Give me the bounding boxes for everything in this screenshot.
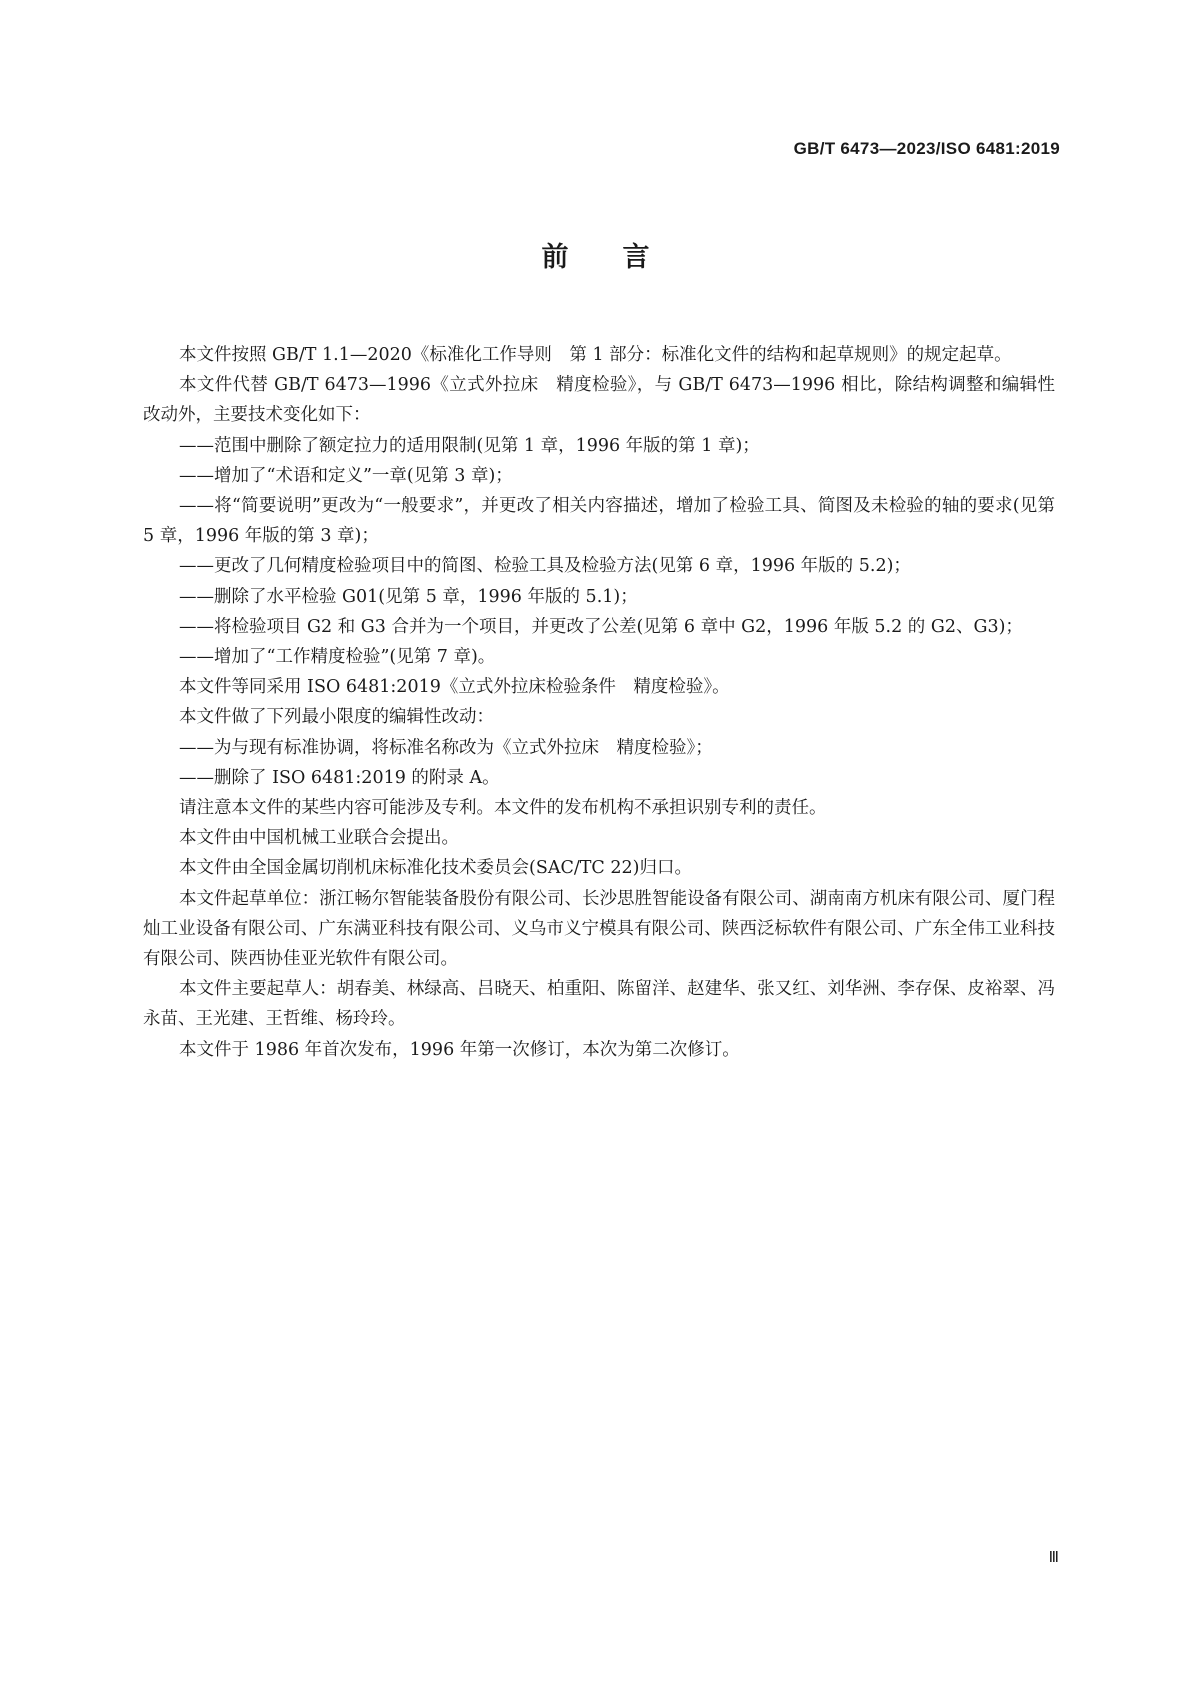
- title-char-2: 言: [622, 242, 650, 273]
- paragraph-replaces: 本文件代替 GB/T 6473—1996《立式外拉床 精度检验》，与 GB/T 6473—1996 相比，除结构调整和编辑性改动外，主要技术变化如下：: [143, 375, 1055, 426]
- paragraph-drafting-units: 本文件起草单位：浙江畅尔智能装备股份有限公司、长沙思胜智能设备有限公司、湖南南方机床有限公司、厦门程灿工业设备有限公司、广东满亚科技有限公司、义乌市义宁模具有限公司、陕西泛标软件有限公司、广东全伟工业科技有限公司、陕西协佳亚光软件有限公司。: [143, 888, 1055, 970]
- paragraph-editorial-changes: 本文件做了下列最小限度的编辑性改动：: [179, 707, 494, 728]
- paragraph-identical-adoption: 本文件等同采用 ISO 6481:2019《立式外拉床检验条件 精度检验》。: [179, 677, 730, 698]
- change-item-work-accuracy: ——增加了“工作精度检验”(见第 7 章)。: [179, 647, 496, 668]
- paragraph-history: 本文件于 1986 年首次发布，1996 年第一次修订，本次为第二次修订。: [179, 1039, 740, 1060]
- change-item-terms: ——增加了“术语和定义”一章(见第 3 章)；: [179, 465, 513, 486]
- paragraph-drafters: 本文件主要起草人：胡春美、林绿高、吕晓天、柏重阳、陈留洋、赵建华、张又红、刘华洲、李存保、皮裕翠、冯永苗、王光建、王哲维、杨玲玲。: [143, 979, 1055, 1030]
- standard-number: GB/T 6473—2023/ISO 6481:2019: [793, 139, 1060, 158]
- foreword-body: [143, 340, 1055, 1065]
- change-item-general-requirements: ——将“简要说明”更改为“一般要求”，并更改了相关内容描述，增加了检验工具、简图及未检验的轴的要求(见第 5 章，1996 年版的第 3 章)；: [143, 496, 1055, 547]
- paragraph-drafting-rules: 本文件按照 GB/T 1.1—2020《标准化工作导则 第 1 部分：标准化文件的结构和起草规则》的规定起草。: [179, 345, 1012, 365]
- page-title: [0, 244, 1191, 271]
- title-char-1: 前: [541, 242, 569, 273]
- editorial-item-title: ——为与现有标准协调，将标准名称改为《立式外拉床 精度检验》；: [179, 737, 713, 758]
- change-item-geometric-tests: ——更改了几何精度检验项目中的简图、检验工具及检验方法(见第 6 章，1996 年版的 5.2)；: [179, 556, 911, 577]
- paragraph-proposed-by: 本文件由中国机械工业联合会提出。: [179, 828, 459, 849]
- change-item-scope: ——范围中删除了额定拉力的适用限制(见第 1 章，1996 年版的第 1 章)；: [179, 435, 760, 456]
- change-item-merge-g2-g3: ——将检验项目 G2 和 G3 合并为一个项目，并更改了公差(见第 6 章中 G2，1996 年版 5.2 的 G2、G3)；: [179, 616, 1023, 637]
- editorial-item-annex: ——删除了 ISO 6481:2019 的附录 A。: [179, 767, 500, 788]
- page-number: Ⅲ: [1048, 1548, 1059, 1566]
- change-item-level-test: ——删除了水平检验 G01(见第 5 章，1996 年版的 5.1)；: [179, 586, 638, 607]
- paragraph-patent-notice: 请注意本文件的某些内容可能涉及专利。本文件的发布机构不承担识别专利的责任。: [179, 798, 827, 819]
- paragraph-administered-by: 本文件由全国金属切削机床标准化技术委员会(SAC/TC 22)归口。: [179, 858, 692, 879]
